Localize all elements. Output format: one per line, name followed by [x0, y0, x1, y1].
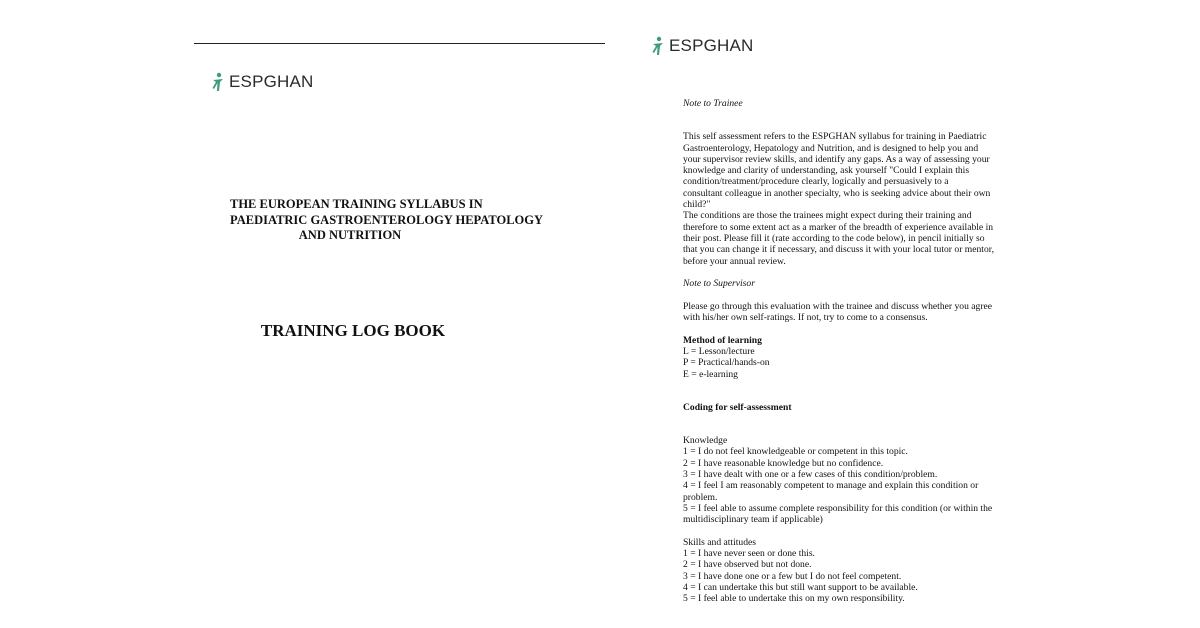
espghan-figure-icon — [650, 36, 666, 56]
text-line: your supervisor review skills, and identify any gaps. As a way of assessing your — [683, 153, 990, 165]
knowledge-item: 5 = I feel able to assume complete responsibility for this condition (or within the — [683, 502, 993, 514]
skills-heading: Skills and attitudes — [683, 536, 757, 548]
skills-item: 5 = I feel able to undertake this on my own responsibility. — [683, 593, 905, 605]
title-line: THE EUROPEAN TRAINING SYLLABUS IN — [230, 197, 483, 211]
logbook-title: TRAINING LOG BOOK — [260, 321, 446, 340]
method-heading: Method of learning — [683, 334, 762, 346]
coding-heading: Coding for self-assessment — [683, 401, 792, 413]
skills-item: 1 = I have never seen or done this. — [683, 548, 815, 560]
text-line: condition/treatment/procedure clearly, logically and persuasively to a — [683, 176, 949, 188]
logo-text: ESPGHAN — [229, 72, 314, 91]
text-line: child?" — [683, 199, 711, 211]
skills-item: 3 = I have done one or a few but I do not feel competent. — [683, 570, 902, 582]
text-line: knowledge and clarity of understanding, ask yourself "Could I explain this — [683, 165, 970, 177]
knowledge-item: 3 = I have dealt with one or a few cases of this condition/problem. — [683, 469, 938, 481]
note-supervisor-heading: Note to Supervisor — [683, 278, 755, 290]
text-line: that you can change it if necessary, and discuss it with your local tutor or mentor, — [683, 244, 994, 256]
note-trainee-heading: Note to Trainee — [683, 98, 743, 109]
espghan-logo — [210, 72, 314, 92]
espghan-figure-icon — [210, 72, 226, 92]
text-line: Gastroenterology, Hepatology and Nutrition, and is designed to help you and — [683, 142, 979, 154]
syllabus-title — [230, 197, 544, 244]
text-line: Please go through this evaluation with the trainee and discuss whether you agree — [683, 300, 993, 312]
text-line: consultant colleague in another specialty, who is seeking advice about their own — [683, 187, 991, 199]
logo-text: ESPGHAN — [669, 36, 754, 55]
title-line: AND NUTRITION — [298, 228, 402, 242]
text-line: their post. Please fill it (rate according to the code below), in pencil initially so — [683, 232, 985, 244]
espghan-logo — [650, 36, 754, 56]
skills-item: 4 = I can undertake this but still want support to be available. — [683, 581, 918, 593]
method-item: P = Practical/hands-on — [683, 357, 770, 369]
knowledge-item: 1 = I do not feel knowledgeable or competent in this topic. — [683, 446, 908, 458]
title-line: PAEDIATRIC GASTROENTEROLOGY HEPATOLOGY — [230, 212, 544, 227]
knowledge-heading: Knowledge — [683, 435, 728, 447]
knowledge-item: multidisciplinary team if applicable) — [683, 514, 823, 526]
text-line: before your annual review. — [683, 255, 786, 267]
knowledge-item: 4 = I feel I am reasonably competent to manage and explain this condition or — [683, 480, 979, 492]
text-line: therefore to some extent act as a marker of the breadth of experience available in — [683, 221, 994, 233]
knowledge-item: 2 = I have reasonable knowledge but no confidence. — [683, 457, 884, 469]
instructions-body — [683, 98, 1023, 605]
text-line: This self assessment refers to the ESPGHAN syllabus for training in Paediatric — [683, 131, 987, 143]
method-item: E = e-learning — [683, 368, 738, 380]
top-rule — [194, 43, 605, 44]
method-item: L = Lesson/lecture — [683, 345, 755, 357]
text-line: The conditions are those the trainees might expect during their training and — [683, 210, 972, 222]
skills-item: 2 = I have observed but not done. — [683, 559, 812, 571]
knowledge-item: problem. — [683, 491, 718, 503]
text-line: with his/her own self-ratings. If not, try to come to a consensus. — [683, 312, 928, 324]
right-page — [620, 0, 1200, 628]
